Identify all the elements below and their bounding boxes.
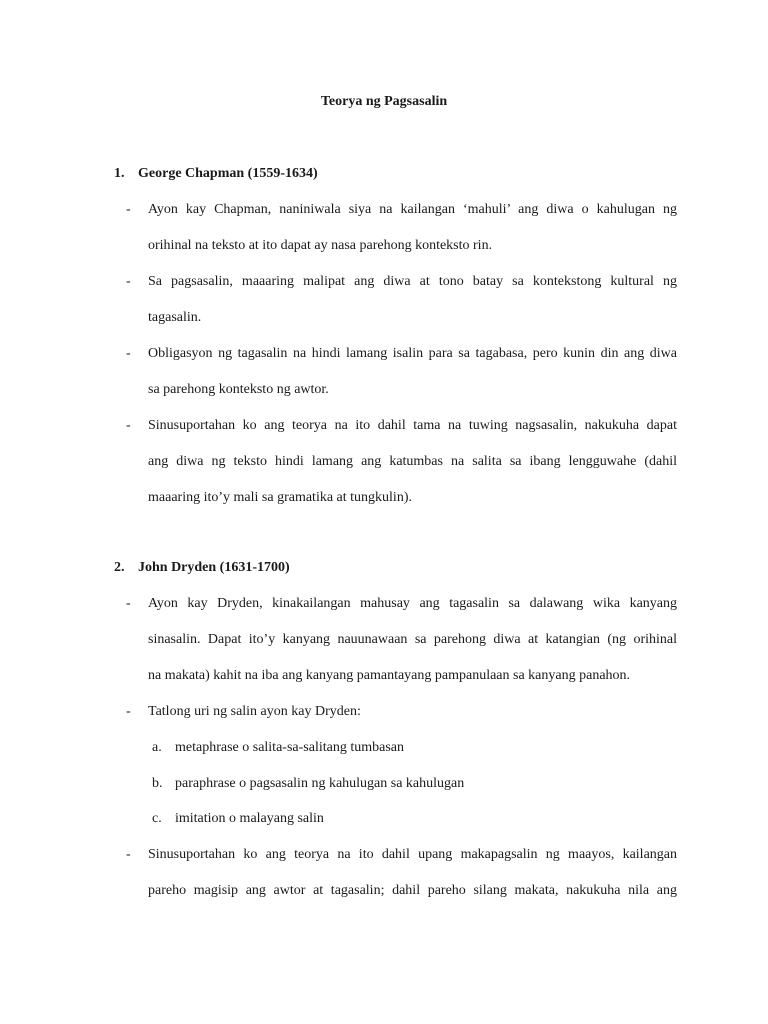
section-number: 1. — [114, 166, 125, 181]
paragraph-line: maaaring ito’y mali sa gramatika at tungkulin). — [148, 490, 412, 505]
bullet-marker: - — [126, 847, 131, 862]
paragraph-line: Sinusuportahan ko ang teorya na ito dahil upang makapagsalin ng maayos, kailangan — [148, 847, 677, 862]
sub-item-text: imitation o malayang salin — [175, 811, 324, 826]
paragraph-line: tagasalin. — [148, 310, 202, 325]
paragraph-line: Sa pagsasalin, maaaring malipat ang diwa at tono batay sa kontekstong kultural ng — [148, 274, 677, 289]
sub-item-marker: b. — [152, 776, 163, 791]
bullet-marker: - — [126, 418, 131, 433]
section-heading-dryden — [114, 559, 290, 577]
bullet-marker: - — [126, 596, 131, 611]
section-title: John Dryden (1631-1700) — [138, 560, 290, 575]
paragraph-line: pareho magisip ang awtor at tagasalin; dahil pareho silang makata, nakukuha nila ang — [148, 883, 677, 898]
paragraph-line: Sinusuportahan ko ang teorya na ito dahil tama na tuwing nagsasalin, nakukuha dapat — [148, 418, 677, 433]
sub-item-marker: c. — [152, 811, 162, 826]
sub-item-marker: a. — [152, 740, 162, 755]
section-number: 2. — [114, 560, 125, 575]
bullet-marker: - — [126, 274, 131, 289]
sub-item-text: metaphrase o salita-sa-salitang tumbasan — [175, 740, 404, 755]
section-title: George Chapman (1559-1634) — [138, 166, 318, 181]
paragraph-line: sinasalin. Dapat ito’y kanyang nauunawaan sa parehong diwa at katangian (ng orihinal — [148, 632, 677, 647]
paragraph-line: Ayon kay Dryden, kinakailangan mahusay ang tagasalin sa dalawang wika kanyang — [148, 596, 677, 611]
paragraph-line: na makata) kahit na iba ang kanyang pamantayang pampanulaan sa kanyang panahon. — [148, 668, 631, 683]
bullet-marker: - — [126, 202, 131, 217]
paragraph-line: sa parehong konteksto ng awtor. — [148, 382, 329, 397]
paragraph-line: Ayon kay Chapman, naniniwala siya na kailangan ‘mahuli’ ang diwa o kahulugan ng — [148, 202, 677, 217]
section-heading-chapman — [114, 165, 318, 183]
paragraph-line: ang diwa ng teksto hindi lamang ang katumbas na salita sa ibang lengguwahe (dahil — [148, 454, 677, 469]
bullet-marker: - — [126, 704, 131, 719]
paragraph-line: orihinal na teksto at ito dapat ay nasa parehong konteksto rin. — [148, 238, 493, 253]
sub-item-text: paraphrase o pagsasalin ng kahulugan sa kahulugan — [175, 776, 465, 791]
bullet-marker: - — [126, 346, 131, 361]
document-title: Teorya ng Pagsasalin — [320, 94, 448, 109]
paragraph-line: Tatlong uri ng salin ayon kay Dryden: — [148, 704, 361, 719]
paragraph-line: Obligasyon ng tagasalin na hindi lamang isalin para sa tagabasa, pero kunin din ang diwa — [148, 346, 677, 361]
